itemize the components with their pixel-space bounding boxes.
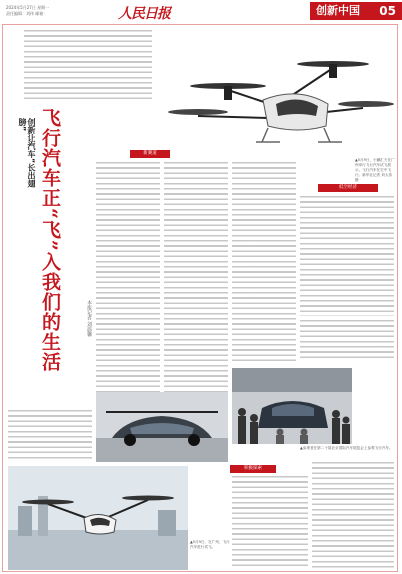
flying-car-in-flight-image [8, 466, 188, 570]
auto-show-crowd-image [232, 368, 352, 444]
subhead-1: 新赛道 [130, 150, 170, 158]
body-column-5 [300, 320, 394, 360]
page-header [0, 0, 402, 22]
section-tag [310, 2, 402, 20]
article-kicker: 创新让汽车“长出翅膀” [18, 118, 36, 188]
top-photo-caption: ▲5月9日，小鹏汇天在广州举行飞行汽车试飞展示，飞行汽车在空中飞行。新华社记者 刘大伟摄 [355, 158, 395, 182]
drone-photo [158, 28, 396, 158]
body-column-8 [8, 410, 92, 462]
body-column-3 [232, 162, 296, 362]
flying-car-drone-image [158, 28, 396, 158]
article-byline: 本报记者 刘温馨 [86, 300, 92, 337]
body-column-4 [300, 196, 394, 316]
exhibition-photo [232, 368, 352, 444]
roadside-car-photo [96, 392, 228, 462]
header-editor: 责任编辑：刘伟 邮箱： [6, 11, 48, 16]
header-date: 2024年5月27日 星期一 [6, 5, 50, 10]
subhead-2: 低空经济 [318, 184, 378, 192]
mid-photo-caption: ▲参观者在第二十届北京国际汽车展览会上参观飞行汽车。 [300, 446, 393, 450]
intro-text [24, 30, 152, 100]
body-column-7 [312, 462, 394, 568]
section-name: 创新中国 [316, 4, 360, 17]
bottom-flying-car-photo [8, 466, 188, 570]
masthead-logo: 人民日报 [118, 6, 170, 22]
flying-car-vehicle-image [96, 392, 228, 462]
article-title: 飞行汽车正“飞”入我们的生活 [39, 108, 61, 372]
bottom-photo-caption: ▲5月9日，在广州，飞行汽车进行试飞。 [190, 540, 230, 549]
page-number: 05 [379, 4, 396, 18]
body-column-6 [232, 476, 308, 568]
subhead-3: 积极探索 [230, 465, 276, 473]
